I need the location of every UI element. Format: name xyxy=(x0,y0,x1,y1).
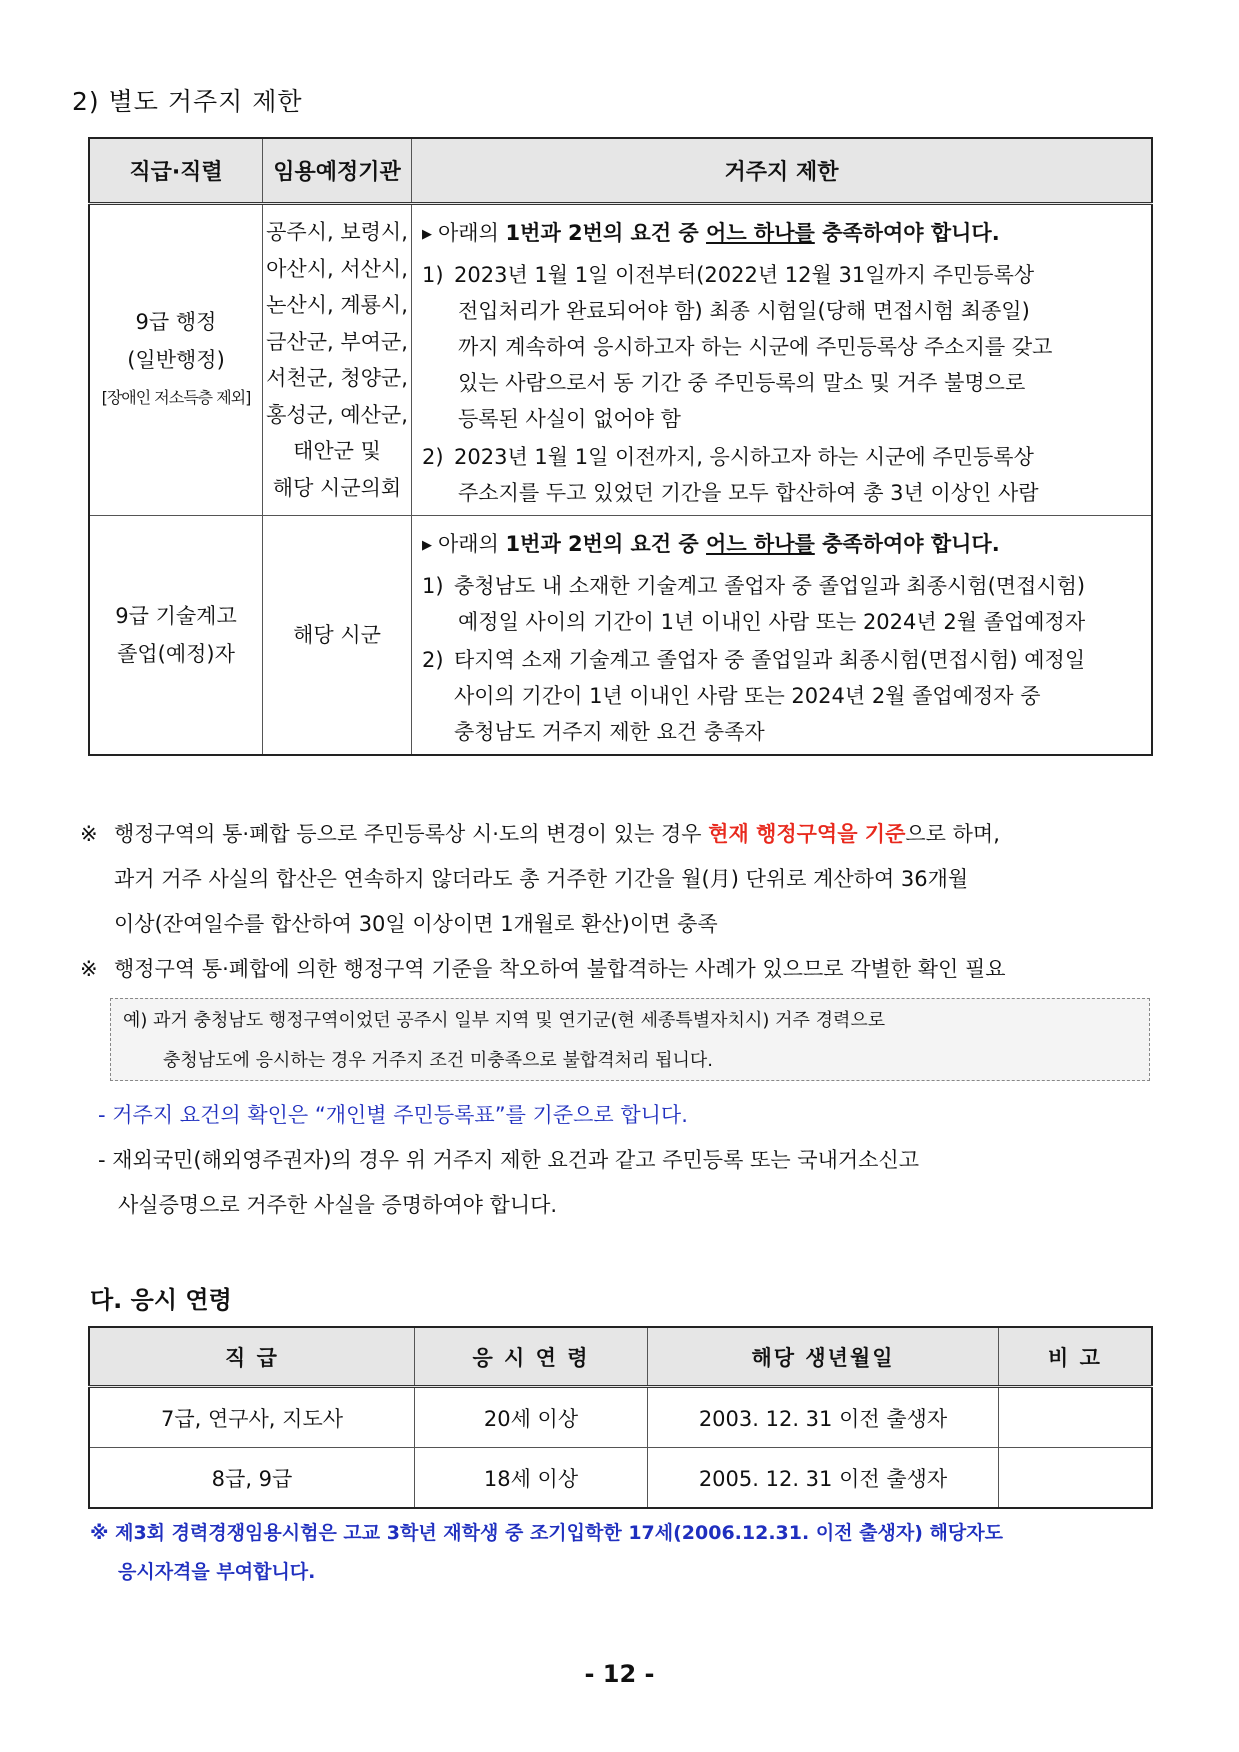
note-administrative-merger: ※ 행정구역의 통·폐합 등으로 주민등록상 시·도의 변경이 있는 경우 현재 행정구역을 기준으로 하며, 과거 거주 사실의 합산은 연속하지 않더라도 총 거주한 기간을 월(月) 단위로 계산하여 36개월 이상(잔여일수를 합산하여 30일 이상이면 1개월로 환산)이면 충족 ※ 행정구역 통·폐합에 의한 행정구역 기준을 착오하여 불합격하는 사례가 있으므로 각별한 확인 필요 xyxy=(80,812,1006,992)
agency-line: 서천군, 청양군, xyxy=(266,366,408,390)
requirement-lead: ▶ 아래의 1번과 2번의 요건 중 어느 하나를 충족하여야 합니다. xyxy=(422,532,1000,556)
section-title: 2) 별도 거주지 제한 xyxy=(72,87,303,116)
header-agency: 임용예정기관 xyxy=(263,138,412,204)
dash-notes: - 거주지 요건의 확인은 “개인별 주민등록표”를 기준으로 합니다. - 재외국민(해외영주권자)의 경우 위 거주지 제한 요건과 같고 주민등록 또는 국내거소신고 사실증명으로 거주한 사실을 증명하여야 합니다. xyxy=(98,1093,919,1228)
requirement-item: 1) 충청남도 내 소재한 기술계고 졸업자 중 졸업일과 최종시험(면접시험) 예정일 사이의 기간이 1년 이내인 사람 또는 2024년 2월 졸업예정자 xyxy=(422,574,1086,634)
table-row xyxy=(89,516,1152,756)
agency-line: 금산군, 부여군, xyxy=(266,329,408,354)
agency-line: 태안군 및 xyxy=(293,439,381,463)
requirement-item: 2) 타지역 소재 기술계고 졸업자 중 졸업일과 최종시험(면접시험) 예정일 사이의 기간이 1년 이내인 사람 또는 2024년 2월 졸업예정자 중 충청남도 거주지 제한 요건 충족자 xyxy=(422,648,1086,744)
agency-cell: 해당 시군 xyxy=(263,516,412,756)
example-box: 예) 과거 충청남도 행정구역이었던 공주시 일부 지역 및 연기군(현 세종특별자치시) 거주 경력으로 충청남도에 응시하는 경우 거주지 조건 미충족으로 불합격처리 됩니다. xyxy=(110,998,1150,1081)
early-entry-note: ※ 제3회 경력경쟁임용시험은 고교 3학년 재학생 중 조기입학한 17세(2006.12.31. 이전 출생자) 해당자도 응시자격을 부여합니다. xyxy=(90,1522,1003,1583)
triangle-bullet-icon: ▶ xyxy=(422,227,432,242)
page-number: - 12 - xyxy=(584,1660,655,1688)
section2-title: 다. 응시 연령 xyxy=(90,1286,232,1314)
header-restriction: 거주지 제한 xyxy=(412,138,1153,204)
grade-line: 9급 기술계고 xyxy=(115,604,237,628)
agency-line: 해당 시군의회 xyxy=(272,475,402,500)
reference-mark: ※ xyxy=(80,957,98,981)
header-grade: 직급·직렬 xyxy=(89,138,263,204)
resident-registration-note: - 거주지 요건의 확인은 “개인별 주민등록표”를 기준으로 합니다. xyxy=(98,1103,688,1127)
residence-restriction-table xyxy=(88,137,1153,756)
agency-line: 논산시, 계룡시, xyxy=(266,293,408,317)
requirement-lead: ▶ 아래의 1번과 2번의 요건 중 어느 하나를 충족하여야 합니다. xyxy=(422,221,1000,245)
highlight-text: 현재 행정구역을 기준 xyxy=(708,822,906,846)
restriction-cell xyxy=(412,516,1153,756)
agency-line: 공주시, 보령시, xyxy=(266,220,408,244)
grade-cell xyxy=(89,516,263,756)
header-birthdate: 해당 생년월일 xyxy=(648,1327,999,1387)
table-row: 8급, 9급 18세 이상 2005. 12. 31 이전 출생자 xyxy=(89,1448,1152,1509)
grade-line: 9급 행정 xyxy=(135,310,217,334)
table-row: 7급, 연구사, 지도사 20세 이상 2003. 12. 31 이전 출생자 xyxy=(89,1387,1152,1448)
restriction-cell xyxy=(412,204,1153,516)
header-remarks: 비 고 xyxy=(999,1327,1153,1387)
agency-cell xyxy=(263,204,412,516)
header-grade: 직 급 xyxy=(89,1327,415,1387)
table-header-row xyxy=(89,1327,1152,1387)
triangle-bullet-icon: ▶ xyxy=(422,538,432,553)
agency-line: 홍성군, 예산군, xyxy=(266,402,408,427)
grade-cell xyxy=(89,204,263,516)
header-age: 응 시 연 령 xyxy=(415,1327,648,1387)
grade-line: 졸업(예정)자 xyxy=(117,642,235,666)
table-header-row xyxy=(89,138,1152,204)
agency-line: 아산시, 서산시, xyxy=(266,256,408,281)
grade-line: (일반행정) xyxy=(127,348,225,372)
age-table xyxy=(88,1326,1153,1509)
requirement-item: 1) 2023년 1월 1일 이전부터(2022년 12월 31일까지 주민등록상 전입처리가 완료되어야 함) 최종 시험일(당해 면접시험 최종일) 까지 계속하여 응시하고자 하는 시군에 주민등록상 주소지를 갖고 있는 사람으로서 동 기간 중 주민등록의 말소 및 거주 불명으로 등록된 사실이 없어야 함 xyxy=(422,263,1053,431)
grade-note: [장애인 저소득층 제외] xyxy=(101,388,251,407)
requirement-item: 2) 2023년 1월 1일 이전까지, 응시하고자 하는 시군에 주민등록상 주소지를 두고 있었던 기간을 모두 합산하여 총 3년 이상인 사람 xyxy=(422,445,1039,505)
table-row xyxy=(89,204,1152,516)
reference-mark: ※ xyxy=(80,822,98,846)
